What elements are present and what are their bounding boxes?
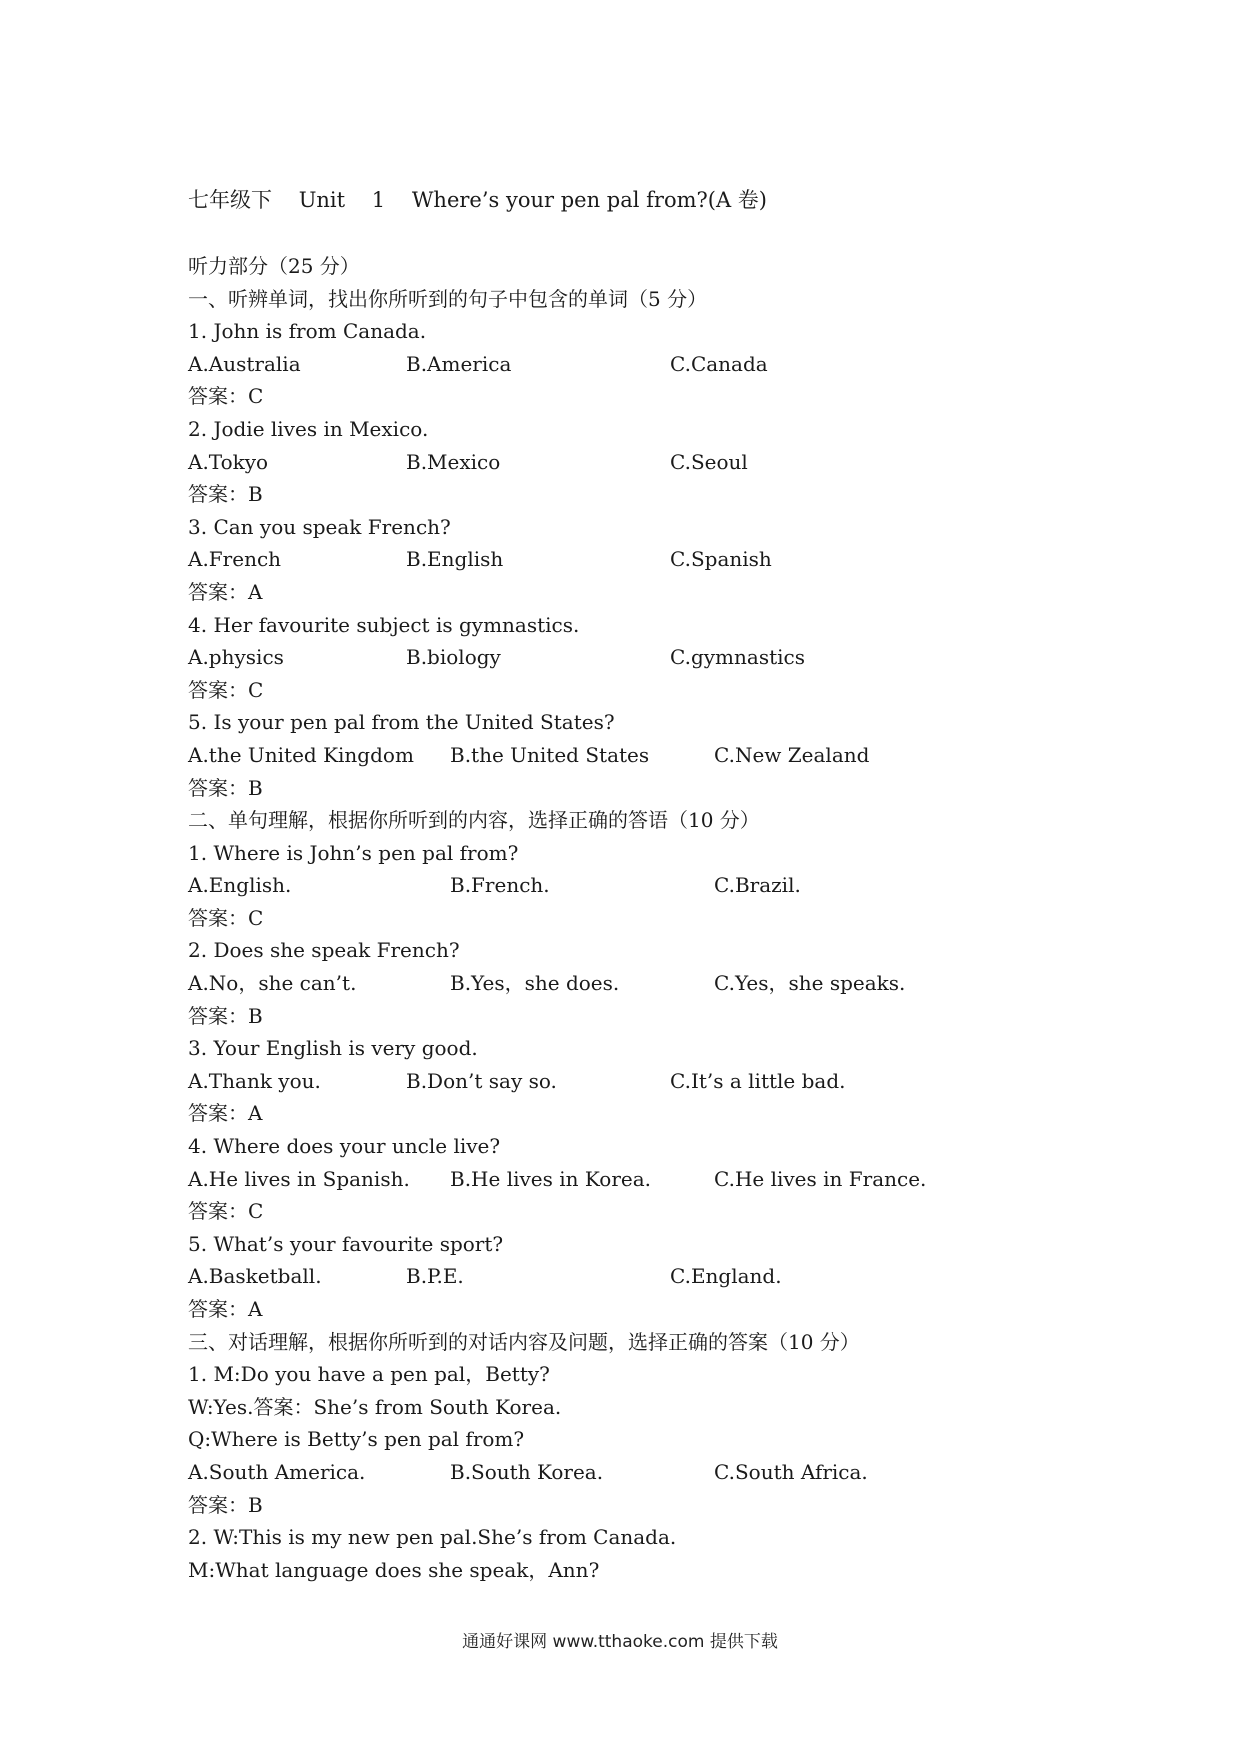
option-b: B.He lives in Korea. [450, 1166, 651, 1191]
question: 2. Does she speak French? [188, 938, 460, 963]
options-row [188, 967, 1088, 1000]
question: 4. Where does your uncle live? [188, 1134, 501, 1159]
question: 5. What’s your favourite sport? [188, 1231, 504, 1256]
answer: 答案：B [188, 1492, 263, 1517]
option-c: C.South Africa. [714, 1459, 868, 1484]
dialogue-line: 1. M:Do you have a pen pal，Betty? [188, 1362, 550, 1387]
options-row [188, 1065, 1088, 1098]
question: 3. Can you speak French? [188, 514, 451, 539]
answer: 答案：C [188, 1199, 264, 1224]
question: 1. Where is John’s pen pal from? [188, 840, 519, 865]
option-b: B.Don’t say so. [406, 1068, 557, 1093]
option-b: B.America [406, 351, 512, 376]
option-c: C.It’s a little bad. [670, 1068, 846, 1093]
options-row [188, 543, 1088, 576]
dialogue-line: M:What language does she speak，Ann? [188, 1557, 600, 1582]
options-row [188, 739, 1088, 772]
section-heading: 听力部分（25 分） [188, 254, 360, 278]
option-a: A.He lives in Spanish. [188, 1166, 410, 1191]
part3-heading: 三、对话理解，根据你所听到的对话内容及问题，选择正确的答案（10 分） [188, 1329, 860, 1354]
part1-heading: 一、听辨单词，找出你所听到的句子中包含的单词（5 分） [188, 286, 708, 311]
option-c: C.gymnastics [670, 645, 805, 670]
answer: 答案：C [188, 677, 264, 702]
answer: 答案：A [188, 1101, 263, 1126]
option-c: C.Canada [670, 351, 768, 376]
dialogue-question: Q:Where is Betty’s pen pal from? [188, 1427, 525, 1452]
option-a: A.Australia [188, 351, 301, 376]
option-a: A.physics [188, 645, 284, 670]
option-a: A.South America. [188, 1459, 366, 1484]
options-row [188, 869, 1088, 902]
option-b: B.Mexico [406, 449, 501, 474]
option-b: B.Yes，she does. [450, 971, 620, 996]
answer: 答案：C [188, 905, 264, 930]
answer: 答案：B [188, 775, 263, 800]
option-a: A.No，she can’t. [188, 971, 357, 996]
question: 3. Your English is very good. [188, 1036, 478, 1061]
options-row [188, 1163, 1088, 1196]
dialogue-line: 2. W:This is my new pen pal.She’s from Canada. [188, 1525, 677, 1550]
option-a: A.the United Kingdom [188, 742, 414, 767]
question: 5. Is your pen pal from the United States? [188, 710, 615, 735]
footer: 通通好课网 www.tthaoke.com 提供下载 [462, 1632, 778, 1652]
option-c: C.Yes，she speaks. [714, 971, 906, 996]
options-row [188, 348, 1088, 381]
question: 4. Her favourite subject is gymnastics. [188, 612, 580, 637]
option-c: C.He lives in France. [714, 1166, 927, 1191]
option-a: A.Thank you. [188, 1068, 321, 1093]
option-c: C.New Zealand [714, 742, 870, 767]
option-b: B.French. [450, 873, 550, 898]
option-c: C.Spanish [670, 547, 772, 572]
options-row [188, 1456, 1088, 1489]
question: 1. John is from Canada. [188, 319, 427, 344]
page-title: 七年级下 Unit 1 Where’s your pen pal from?(A 卷) [188, 188, 767, 212]
option-a: A.Basketball. [188, 1264, 322, 1289]
part2-heading: 二、单句理解，根据你所听到的内容，选择正确的答语（10 分） [188, 808, 760, 833]
option-c: C.Brazil. [714, 873, 801, 898]
answer: 答案：A [188, 579, 263, 604]
options-row [188, 1260, 1088, 1293]
answer: 答案：B [188, 1003, 263, 1028]
content [188, 250, 1088, 1586]
dialogue-line: W:Yes.答案：She’s from South Korea. [188, 1394, 562, 1419]
option-b: B.the United States [450, 742, 650, 767]
answer: 答案：A [188, 1297, 263, 1321]
option-a: A.English. [188, 873, 292, 898]
option-b: B.South Korea. [450, 1459, 604, 1484]
option-c: C.Seoul [670, 449, 748, 474]
option-a: A.Tokyo [188, 449, 269, 474]
question: 2. Jodie lives in Mexico. [188, 416, 429, 441]
option-a: A.French [188, 547, 282, 572]
options-row [188, 641, 1088, 674]
options-row [188, 446, 1088, 479]
option-c: C.England. [670, 1264, 782, 1289]
option-b: B.P.E. [406, 1264, 464, 1289]
answer: 答案：B [188, 482, 263, 507]
answer: 答案：C [188, 384, 264, 409]
option-b: B.biology [406, 645, 501, 670]
option-b: B.English [406, 547, 504, 572]
